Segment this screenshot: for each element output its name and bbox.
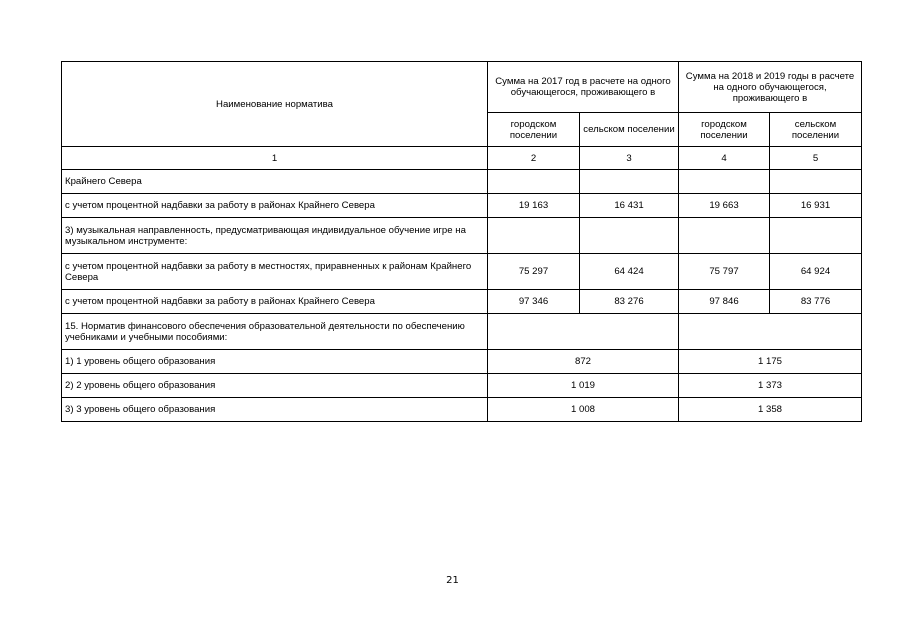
col-number: 3	[580, 147, 679, 170]
row-value: 97 346	[488, 290, 580, 314]
row-value-merged: 1 019	[488, 374, 679, 398]
row-value-merged	[679, 314, 862, 350]
row-value: 83 276	[580, 290, 679, 314]
row-value: 75 797	[679, 254, 770, 290]
row-value-merged: 1 373	[679, 374, 862, 398]
table-row	[62, 194, 862, 218]
row-name: 3) 3 уровень общего образования	[62, 398, 488, 422]
table-row	[62, 254, 862, 290]
header-group-2017: Сумма на 2017 год в расчете на одного обучающегося, проживающего в	[488, 62, 679, 113]
row-value-merged: 1 358	[679, 398, 862, 422]
row-name: 2) 2 уровень общего образования	[62, 374, 488, 398]
row-value-merged: 872	[488, 350, 679, 374]
row-value: 97 846	[679, 290, 770, 314]
table-row	[62, 398, 862, 422]
row-value	[580, 218, 679, 254]
row-value-merged: 1 008	[488, 398, 679, 422]
row-value: 75 297	[488, 254, 580, 290]
row-value-merged: 1 175	[679, 350, 862, 374]
row-value	[488, 218, 580, 254]
col-number: 1	[62, 147, 488, 170]
row-value	[580, 170, 679, 194]
table-row	[62, 290, 862, 314]
page-number: 21	[446, 575, 459, 586]
row-value: 19 663	[679, 194, 770, 218]
header-rural-2017: сельском поселении	[580, 113, 679, 147]
row-name: 15. Норматив финансового обеспечения образовательной деятельности по обеспечению учебниками и учебными пособиями:	[62, 314, 488, 350]
table-row	[62, 374, 862, 398]
row-value: 19 163	[488, 194, 580, 218]
table-row	[62, 350, 862, 374]
row-name: Крайнего Севера	[62, 170, 488, 194]
header-urban-2017: городском поселении	[488, 113, 580, 147]
row-name: с учетом процентной надбавки за работу в районах Крайнего Севера	[62, 290, 488, 314]
row-name: 1) 1 уровень общего образования	[62, 350, 488, 374]
table-row	[62, 314, 862, 350]
row-value: 16 931	[770, 194, 862, 218]
row-value	[679, 218, 770, 254]
row-value-merged	[488, 314, 679, 350]
header-group-2018-2019: Сумма на 2018 и 2019 годы в расчете на одного обучающегося, проживающего в	[679, 62, 862, 113]
header-rural-2018: сельском поселении	[770, 113, 862, 147]
row-value: 16 431	[580, 194, 679, 218]
header-urban-2018: городском поселении	[679, 113, 770, 147]
row-value	[679, 170, 770, 194]
header-numbers-row	[62, 147, 862, 170]
row-name: с учетом процентной надбавки за работу в районах Крайнего Севера	[62, 194, 488, 218]
col-number: 4	[679, 147, 770, 170]
col-number: 2	[488, 147, 580, 170]
normative-table	[61, 61, 862, 422]
row-value	[770, 170, 862, 194]
row-value: 64 424	[580, 254, 679, 290]
row-value	[770, 218, 862, 254]
table-row	[62, 170, 862, 194]
header-row-1	[62, 62, 862, 113]
row-name: с учетом процентной надбавки за работу в местностях, приравненных к районам Крайнего Севера	[62, 254, 488, 290]
header-name-col: Наименование норматива	[62, 62, 488, 147]
col-number: 5	[770, 147, 862, 170]
row-name: 3) музыкальная направленность, предусматривающая индивидуальное обучение игре на музыкальном инструменте:	[62, 218, 488, 254]
row-value: 64 924	[770, 254, 862, 290]
row-value	[488, 170, 580, 194]
row-value: 83 776	[770, 290, 862, 314]
table-row	[62, 218, 862, 254]
